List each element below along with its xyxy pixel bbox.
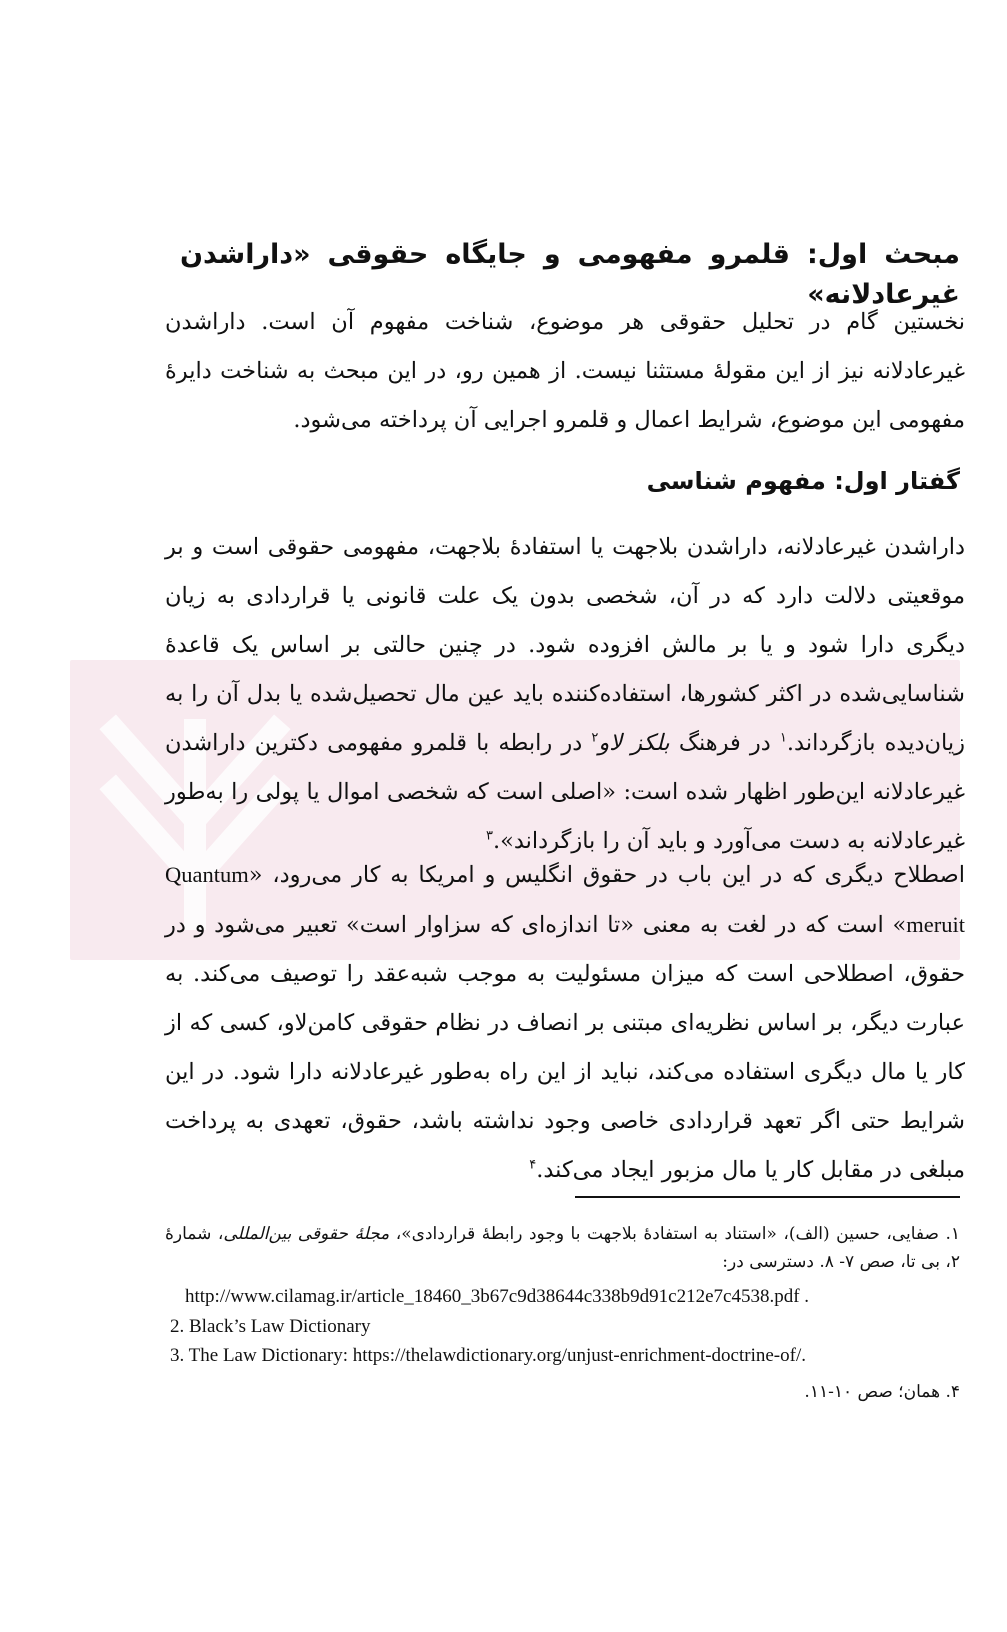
footnote-text: ۱. صفایی، حسین (الف)، «استناد به استفادهٔ بلاجهت با وجود رابطهٔ قراردادی»،: [389, 1224, 960, 1244]
footnote-journal: مجلهٔ حقوقی بین‌المللی: [223, 1224, 390, 1244]
footnote-divider: [575, 1196, 960, 1198]
footnote-3: 3. The Law Dictionary: https://thelawdictionary.org/unjust-enrichment-doctrine-of/.: [170, 1345, 806, 1366]
body-paragraph-1: [165, 523, 965, 866]
footnote-text: ، شمارهٔ ۲، بی تا، صص ۷- ۸. دسترسی در:: [165, 1224, 960, 1272]
body-text: در فرهنگ: [669, 730, 780, 756]
body-text: در رابطه با قلمرو مفهومی دکترین داراشدن غیرعادلانه این‌طور اظهار شده است: «اصلی است که شخصی اموال یا پولی را به‌طور غیرعادلانه به دست می‌آورد و باید آن را بازگرداند».: [165, 730, 965, 854]
footnote-1-url: http://www.cilamag.ir/article_18460_3b67c9d38644c338b9d91c212e7c4538.pdf .: [185, 1286, 810, 1307]
body-paragraph-2: [165, 850, 965, 1195]
footnote-ref-3: ۳: [485, 828, 493, 844]
footnote-ref-1: ۱: [779, 730, 787, 746]
italic-term: بلکز لاو: [598, 730, 670, 756]
body-text: داراشدن غیرعادلانه، داراشدن بلاجهت یا استفادهٔ بلاجهت، مفهومی حقوقی است و بر موقعیتی دلالت دارد که در آن، شخصی بدون یک علت قانونی یا قراردادی به زیان دیگری دارا شود و یا بر مالش افزوده شود. در چنین حالتی بر اساس یک قاعدهٔ شناسایی‌شده در اکثر کشورها، استفاده‌کننده باید عین مال تحصیل‌شده یا بدل آن را به زیان‌دیده بازگرداند.: [165, 534, 965, 756]
intro-paragraph: نخستین گام در تحلیل حقوقی هر موضوع، شناخت مفهوم آن است. داراشدن غیرعادلانه نیز از این مقولهٔ مستثنا نیست. از همین رو، در این مبحث به شناخت دایرهٔ مفهومی این موضوع، شرایط اعمال و قلمرو اجرایی آن پرداخته می‌شود.: [165, 309, 965, 433]
body-text: اصطلاح دیگری که در این باب در حقوق انگلیس و امریکا به کار می‌رود، «: [248, 862, 965, 888]
section-heading: مبحث اول: قلمرو مفهومی و جایگاه حقوقی «داراشدن غیرعادلانه»: [180, 239, 960, 310]
footnote-2: 2. Black’s Law Dictionary: [170, 1316, 371, 1337]
footnote-4: ۴. همان؛ صص ۱۰-۱۱.: [804, 1382, 960, 1402]
latin-term: Quantum meruit: [165, 862, 965, 937]
footnote-ref-4: ۴: [529, 1157, 537, 1173]
footnote-1: [165, 1220, 960, 1276]
subheading: گفتار اول: مفهوم شناسی: [646, 467, 960, 495]
footnote-ref-2: ۲: [591, 730, 599, 746]
body-text: » است که در لغت به معنی «تا اندازه‌ای که سزاوار است» تعبیر می‌شود و در حقوق، اصطلاحی است که میزان مسئولیت به موجب شبه‌عقد را توصیف می‌کند. به عبارت دیگر، بر اساس نظریه‌ای مبتنی بر انصاف در نظام حقوقی کامن‌لاو، کسی که از کار یا مال دیگری استفاده می‌کند، نباید از این راه به‌طور غیرعادلانه دارا شود. در این شرایط حتی اگر تعهد قراردادی خاصی وجود نداشته باشد، حقوق، تعهدی به پرداخت مبلغی در مقابل کار یا مال مزبور ایجاد می‌کند.: [165, 912, 965, 1183]
